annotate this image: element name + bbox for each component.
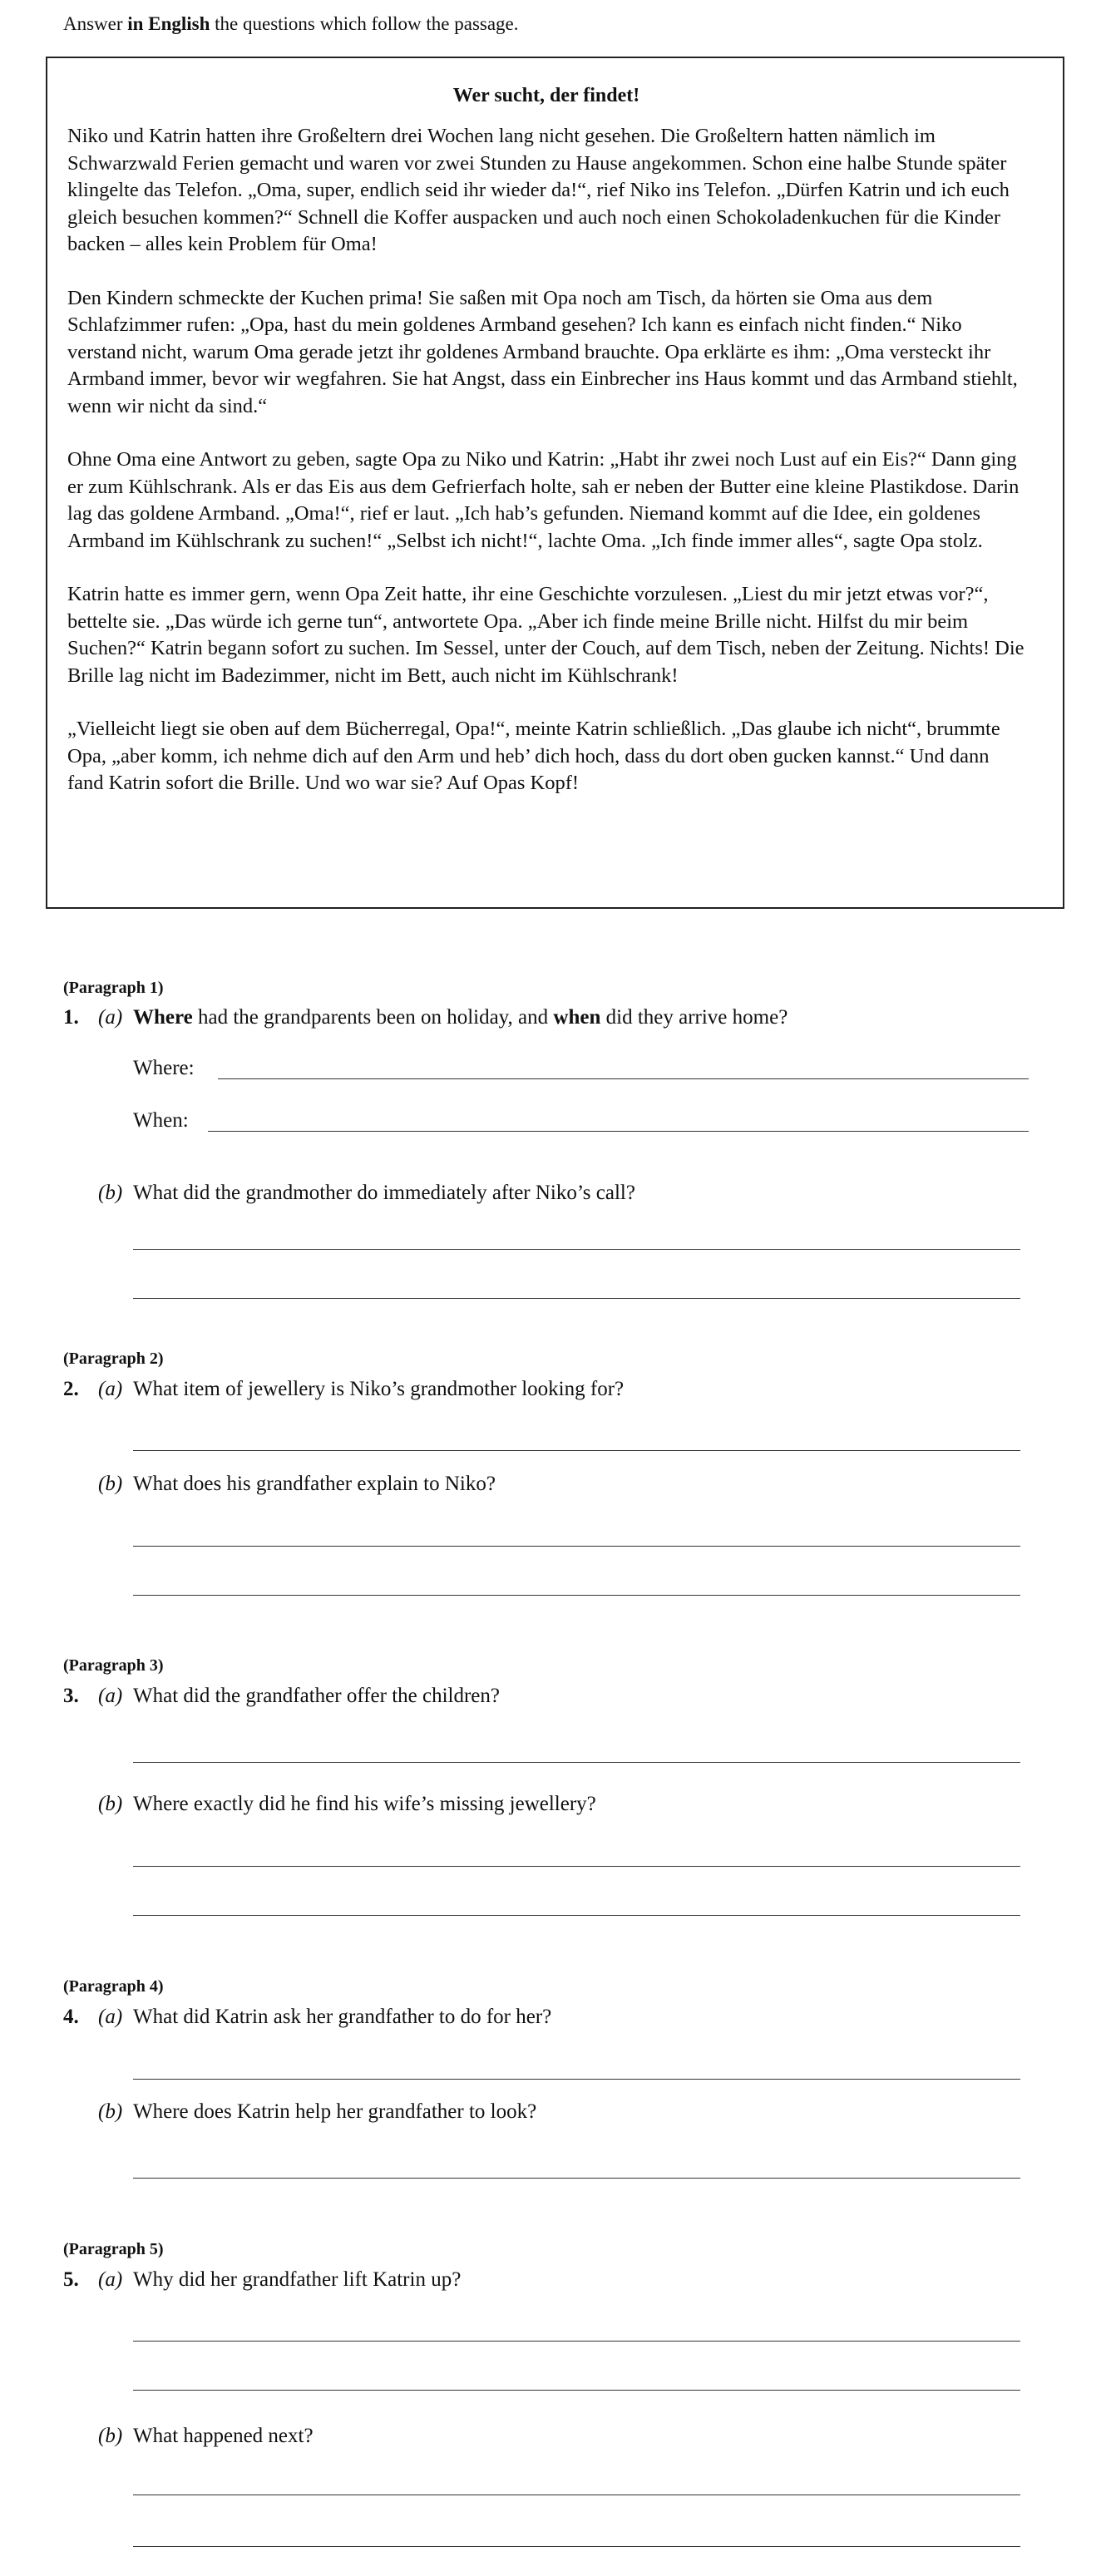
question-1a-text [133, 1005, 788, 1030]
when-label: When: [133, 1109, 189, 1132]
answer-line-3b-2[interactable] [133, 1915, 1020, 1916]
instruction-emphasis: in English [127, 13, 210, 34]
question-1a-text-mid: had the grandparents been on holiday, and [192, 1006, 554, 1029]
question-1a-text-where: Where [133, 1006, 193, 1029]
question-5b-text: What happened next? [133, 2425, 314, 2447]
question-3b-part: (b) [98, 1793, 123, 1815]
question-2-number: 2. [63, 1378, 79, 1400]
passage-paragraph-3: Ohne Oma eine Antwort zu geben, sagte Opa zu Niko und Katrin: „Habt ihr zwei noch Lust auf ein Eis?“ Dann ging er zum Kühlschrank. Als er das Eis aus dem Gefrierfach holte, sah er neben der Butter eine kleine Plastikdose. Darin lag das goldene Armband. „Oma!“, rief er laut. „Ich hab’s gefunden. Niemand kommt auf die Idee, ein goldenes Armband im Kühlschrank zu suchen!“ „Selbst ich nicht!“, lachte Oma. „Ich finde immer alles“, sagte Opa stolz. [67, 448, 1020, 552]
question-3b-text: Where exactly did he find his wife’s missing jewellery? [133, 1793, 596, 1815]
question-1a-text-end: did they arrive home? [600, 1006, 788, 1029]
answer-line-1b-2[interactable] [133, 1298, 1020, 1299]
question-1a-part: (a) [98, 1006, 123, 1029]
question-1-number: 1. [63, 1006, 79, 1029]
where-label: Where: [133, 1057, 195, 1079]
paragraph-4-label: (Paragraph 4) [63, 1977, 164, 1996]
passage-title: Wer sucht, der findet! [452, 85, 640, 106]
answer-line-4b-1[interactable] [133, 2178, 1020, 2179]
question-3a-text: What did the grandfather offer the children? [133, 1685, 501, 1707]
question-4b-text: Where does Katrin help her grandfather to look? [133, 2100, 537, 2123]
paragraph-5-label: (Paragraph 5) [63, 2240, 164, 2258]
instruction-suffix: the questions which follow the passage. [210, 13, 519, 34]
question-4b-part: (b) [98, 2100, 123, 2123]
answer-line-5b-2[interactable] [133, 2546, 1020, 2547]
question-3a-part: (a) [98, 1685, 123, 1707]
passage-paragraph-1: Niko und Katrin hatten ihre Großeltern drei Wochen lang nicht gesehen. Die Großeltern hatten nämlich im Schwarzwald Ferien gemacht und waren vor zwei Stunden zu Hause angekommen. Schon eine halbe Stunde später klingelte das Telefon. „Oma, super, endlich seid ihr wieder da!“, rief Niko ins Telefon. „Dürfen Katrin und ich euch gleich besuchen kommen?“ Schnell die Koffer auspacken und auch noch einen Schokoladenkuchen für die Kinder backen – alles kein Problem für Oma! [67, 125, 1010, 255]
paragraph-1-label: (Paragraph 1) [63, 979, 164, 997]
instruction-prefix: Answer [63, 13, 128, 34]
question-4a-part: (a) [98, 2006, 123, 2028]
question-1a-text-when: when [553, 1006, 601, 1029]
paragraph-2-label: (Paragraph 2) [63, 1350, 164, 1368]
question-4-number: 4. [63, 2006, 79, 2028]
question-1b-part: (b) [98, 1182, 123, 1204]
passage-box [46, 57, 1064, 909]
answer-line-5a-1[interactable] [133, 2341, 1020, 2342]
answer-line-3b-1[interactable] [133, 1866, 1020, 1867]
question-2a-text: What item of jewellery is Niko’s grandmother looking for? [133, 1378, 625, 1400]
question-5-number: 5. [63, 2268, 79, 2291]
question-1b-text: What did the grandmother do immediately after Niko’s call? [133, 1182, 635, 1204]
passage-paragraph-4: Katrin hatte es immer gern, wenn Opa Zeit hatte, ihr eine Geschichte vorzulesen. „Liest du mir jetzt etwas vor?“, bettelte sie. „Das würde ich gerne tun“, antwortete Opa. „Aber ich finde meine Brille nicht. Hilfst du mir beim Suchen?“ Katrin begann sofort zu suchen. Im Sessel, unter der Couch, auf dem Tisch, neben der Zeitung. Nichts! Die Brille lag nicht im Badezimmer, nicht im Bett, auch nicht im Kühlschrank! [67, 583, 1025, 687]
answer-line-4a-1[interactable] [133, 2079, 1020, 2080]
answer-line-where[interactable] [218, 1078, 1029, 1079]
answer-line-2b-2[interactable] [133, 1595, 1020, 1596]
answer-line-2b-1[interactable] [133, 1546, 1020, 1547]
question-2a-part: (a) [98, 1378, 123, 1400]
instruction-text [63, 12, 519, 37]
answer-line-3a-1[interactable] [133, 1762, 1020, 1763]
question-5a-text: Why did her grandfather lift Katrin up? [133, 2268, 462, 2291]
question-4a-text: What did Katrin ask her grandfather to do for her? [133, 2006, 552, 2028]
answer-line-when[interactable] [208, 1131, 1029, 1132]
answer-line-5a-2[interactable] [133, 2390, 1020, 2391]
question-2b-part: (b) [98, 1473, 123, 1495]
question-2b-text: What does his grandfather explain to Niko? [133, 1473, 496, 1495]
answer-line-2a-1[interactable] [133, 1450, 1020, 1451]
answer-line-1b-1[interactable] [133, 1249, 1020, 1250]
paragraph-3-label: (Paragraph 3) [63, 1656, 164, 1675]
question-5b-part: (b) [98, 2425, 123, 2447]
question-3-number: 3. [63, 1685, 79, 1707]
passage-paragraph-2: Den Kindern schmeckte der Kuchen prima! Sie saßen mit Opa noch am Tisch, da hörten sie Oma aus dem Schlafzimmer rufen: „Opa, hast du mein goldenes Armband gesehen? Ich kann es einfach nicht finden.“ Niko verstand nicht, warum Oma gerade jetzt ihr goldenes Armband brauchte. Opa erklärte es ihm: „Oma versteckt ihr Armband immer, bevor wir wegfahren. Sie hat Angst, dass ein Einbrecher ins Haus kommt und das Armband stiehlt, wenn wir nicht da sind.“ [67, 286, 1018, 417]
passage-paragraph-5: „Vielleicht liegt sie oben auf dem Bücherregal, Opa!“, meinte Katrin schließlich. „Das glaube ich nicht“, brummte Opa, „aber komm, ich nehme dich auf den Arm und heb’ dich hoch, dass du dort oben gucken kannst.“ Und dann fand Katrin sofort die Brille. Und wo war sie? Auf Opas Kopf! [67, 718, 1000, 794]
question-5a-part: (a) [98, 2268, 123, 2291]
